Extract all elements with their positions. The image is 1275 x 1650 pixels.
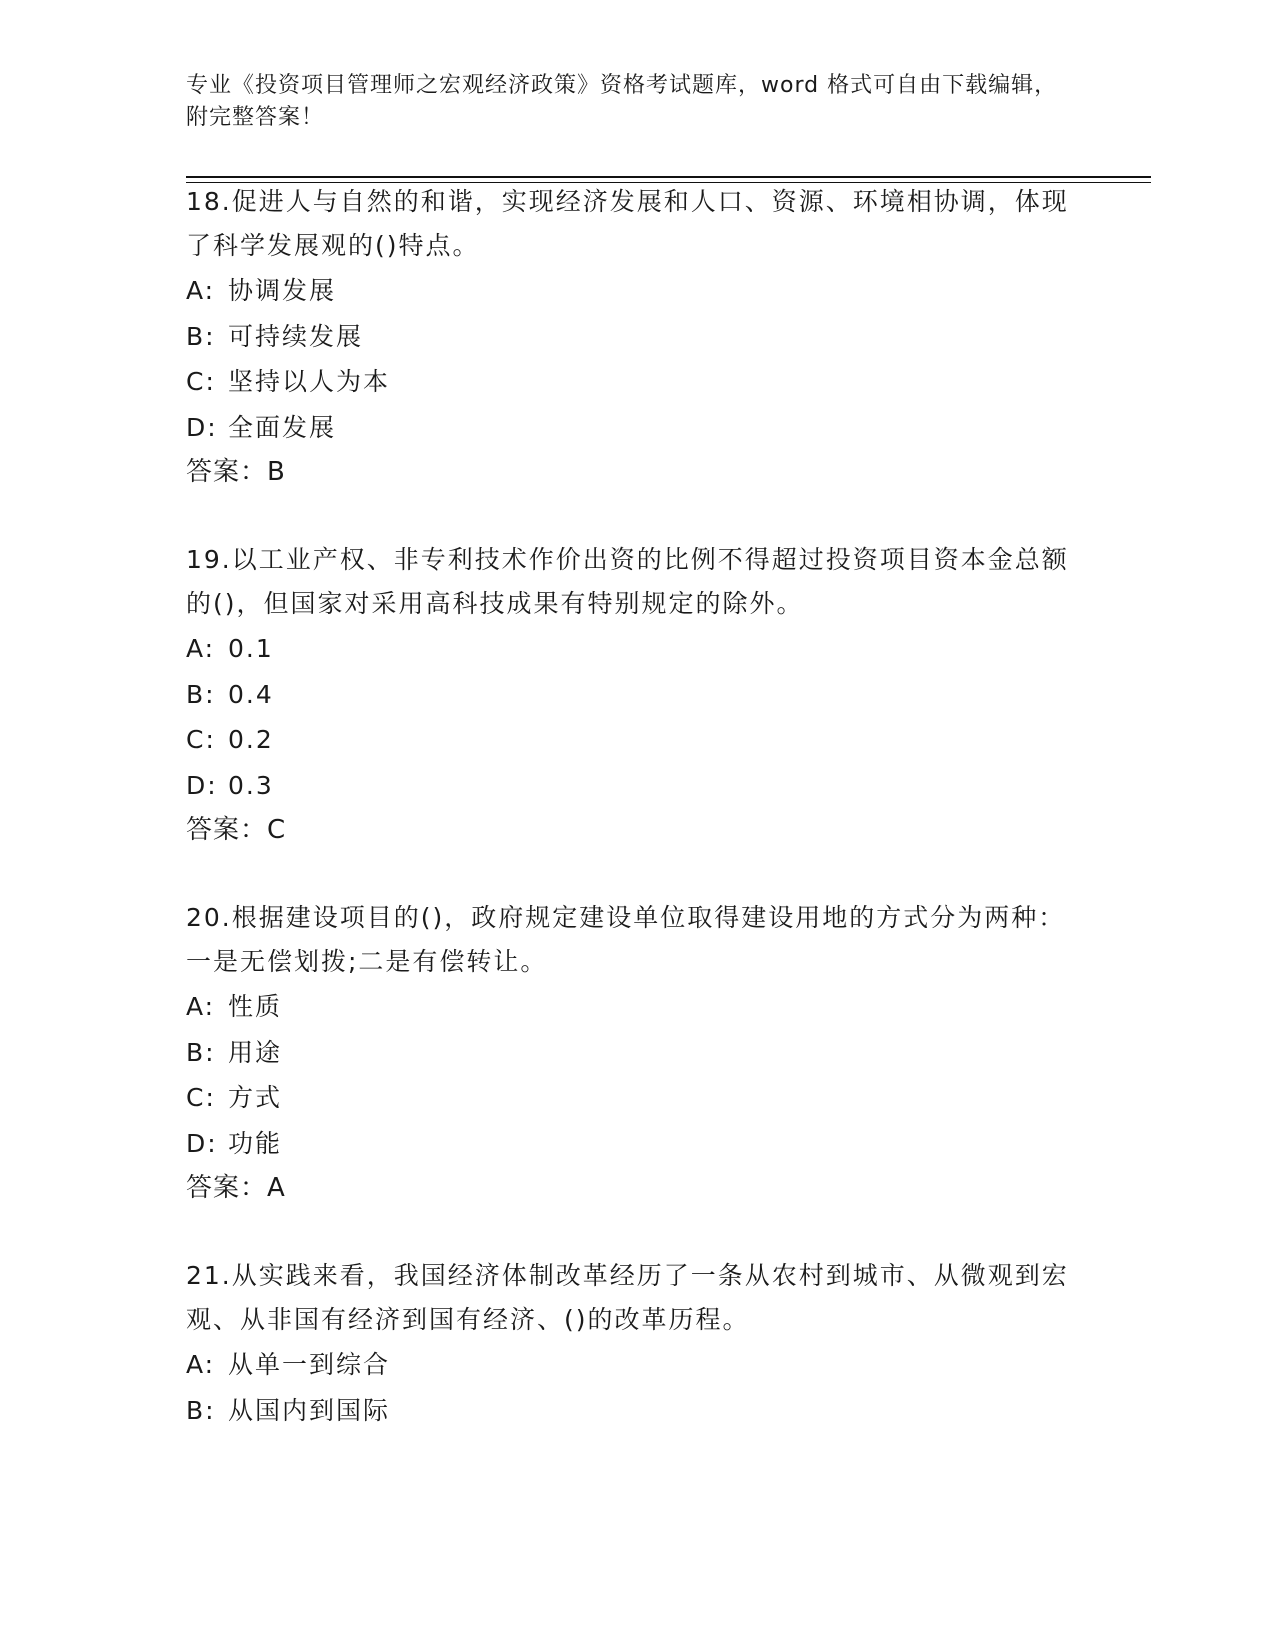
option-text: 方式 bbox=[228, 1083, 283, 1112]
option-text: 可持续发展 bbox=[228, 321, 364, 351]
option-text: 坚持以人为本 bbox=[228, 367, 391, 396]
option-key: C: bbox=[186, 725, 216, 754]
question-20 bbox=[186, 896, 1086, 1211]
option-key: B: bbox=[186, 321, 216, 351]
option-text: 0.4 bbox=[228, 679, 274, 709]
answer-line: 答案：A bbox=[186, 1173, 286, 1203]
option-key: A: bbox=[186, 276, 216, 305]
option-text: 全面发展 bbox=[228, 412, 337, 442]
option-d bbox=[186, 763, 1086, 809]
option-key: B: bbox=[186, 1395, 216, 1425]
option-key: A: bbox=[186, 634, 216, 663]
option-a bbox=[186, 268, 1086, 314]
question-19 bbox=[186, 538, 1086, 853]
question-21 bbox=[186, 1254, 1086, 1433]
option-d bbox=[186, 1121, 1086, 1167]
option-b bbox=[186, 314, 1086, 360]
option-key: A: bbox=[186, 1350, 216, 1379]
option-a bbox=[186, 626, 1086, 672]
question-stem: 19.以工业产权、非专利技术作价出资的比例不得超过投资项目资本金总额的()，但国家对采用高科技成果有特别规定的除外。 bbox=[186, 545, 1069, 618]
header-divider-thick bbox=[186, 176, 1151, 178]
question-stem: 21.从实践来看，我国经济体制改革经历了一条从农村到城市、从微观到宏观、从非国有经济到国有经济、()的改革历程。 bbox=[186, 1261, 1069, 1334]
option-key: C: bbox=[186, 367, 216, 396]
option-a bbox=[186, 1342, 1086, 1388]
question-18 bbox=[186, 180, 1086, 495]
option-key: D: bbox=[186, 412, 218, 442]
option-key: C: bbox=[186, 1083, 216, 1112]
answer-line: 答案：C bbox=[186, 815, 287, 845]
option-b bbox=[186, 1030, 1086, 1076]
option-text: 0.1 bbox=[228, 634, 274, 663]
option-text: 从单一到综合 bbox=[228, 1350, 391, 1379]
option-key: D: bbox=[186, 770, 218, 800]
option-text: 0.2 bbox=[228, 725, 274, 754]
document-header-description: 专业《投资项目管理师之宏观经济政策》资格考试题库，word 格式可自由下载编辑，附完整答案！ bbox=[186, 73, 1058, 130]
option-c bbox=[186, 1075, 1086, 1121]
question-stem: 20.根据建设项目的()，政府规定建设单位取得建设用地的方式分为两种：一是无偿划拨;二是有偿转让。 bbox=[186, 903, 1066, 976]
option-key: B: bbox=[186, 679, 216, 709]
option-text: 0.3 bbox=[228, 770, 274, 800]
option-a bbox=[186, 984, 1086, 1030]
option-text: 性质 bbox=[228, 992, 283, 1021]
option-b bbox=[186, 1388, 1086, 1434]
option-text: 功能 bbox=[228, 1128, 283, 1158]
option-key: A: bbox=[186, 992, 216, 1021]
option-b bbox=[186, 672, 1086, 718]
option-d bbox=[186, 405, 1086, 451]
answer-line: 答案：B bbox=[186, 457, 286, 487]
option-key: D: bbox=[186, 1128, 218, 1158]
option-c bbox=[186, 717, 1086, 763]
option-text: 从国内到国际 bbox=[228, 1395, 391, 1425]
option-c bbox=[186, 359, 1086, 405]
option-text: 用途 bbox=[228, 1037, 283, 1067]
option-key: B: bbox=[186, 1037, 216, 1067]
option-text: 协调发展 bbox=[228, 276, 337, 305]
question-stem: 18.促进人与自然的和谐，实现经济发展和人口、资源、环境相协调，体现了科学发展观的()特点。 bbox=[186, 187, 1069, 260]
